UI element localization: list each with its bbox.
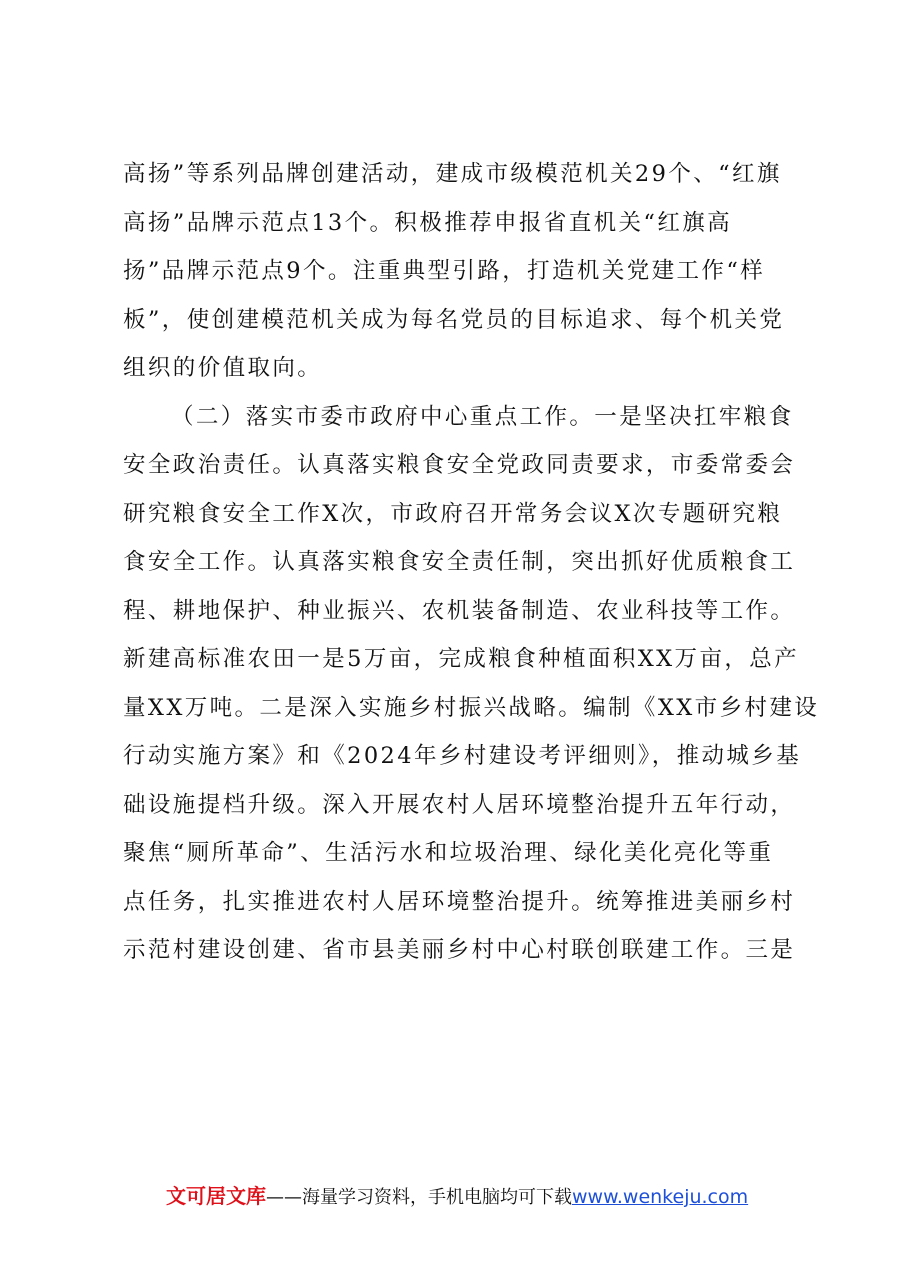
- document-body: [123, 150, 820, 975]
- text-line: 聚焦“厕所革命”、生活污水和垃圾治理、绿化美化亮化等重: [123, 840, 774, 866]
- text-line: 组织的价值取向。: [123, 355, 323, 381]
- text-line: 行动实施方案》和《2024年乡村建设考评细则》，推动城乡基: [123, 743, 802, 769]
- text-line: 板”，使创建模范机关成为每名党员的目标追求、每个机关党: [123, 306, 785, 333]
- text-line: 新建高标准农田一是5万亩，完成粮食种植面积XX万亩，总产: [123, 646, 800, 672]
- text-line: 食安全工作。认真落实粮食安全责任制，突出抓好优质粮食工: [123, 549, 796, 575]
- footer-slogan: ——海量学习资料，手机电脑均可下载: [266, 1187, 572, 1208]
- text-line: 量XX万吨。二是深入实施乡村振兴战略。编制《XX市乡村建设: [123, 694, 820, 721]
- text-line: 安全政治责任。认真落实粮食安全党政同责要求，市委常委会: [123, 452, 796, 478]
- text-line: 点任务，扎实推进农村人居环境整治提升。统筹推进美丽乡村: [123, 888, 796, 915]
- text-line: 程、耕地保护、种业振兴、农机装备制造、农业科技等工作。: [123, 597, 796, 624]
- text-line: 础设施提档升级。深入开展农村人居环境整治提升五年行动，: [123, 791, 796, 818]
- footer-website-link[interactable]: www.wenkeju.com: [572, 1186, 749, 1208]
- section-heading-line: （二）落实市委市政府中心重点工作。一是坚决扛牢粮食: [171, 403, 794, 430]
- text-line: 示范村建设创建、省市县美丽乡村中心村联创联建工作。三是: [123, 937, 796, 963]
- text-line: 研究粮食安全工作X次，市政府召开常务会议X次专题研究粮: [123, 500, 783, 527]
- footer-brand: 文可居文库: [166, 1184, 266, 1208]
- text-line: 扬”品牌示范点9个。注重典型引路，打造机关党建工作“样: [123, 258, 766, 284]
- footer-banner: [166, 1180, 806, 1212]
- text-line: 高扬”等系列品牌创建活动，建成市级模范机关29个、“红旗: [123, 161, 782, 187]
- text-line: 高扬”品牌示范点13个。积极推荐申报省直机关“红旗高: [123, 209, 733, 236]
